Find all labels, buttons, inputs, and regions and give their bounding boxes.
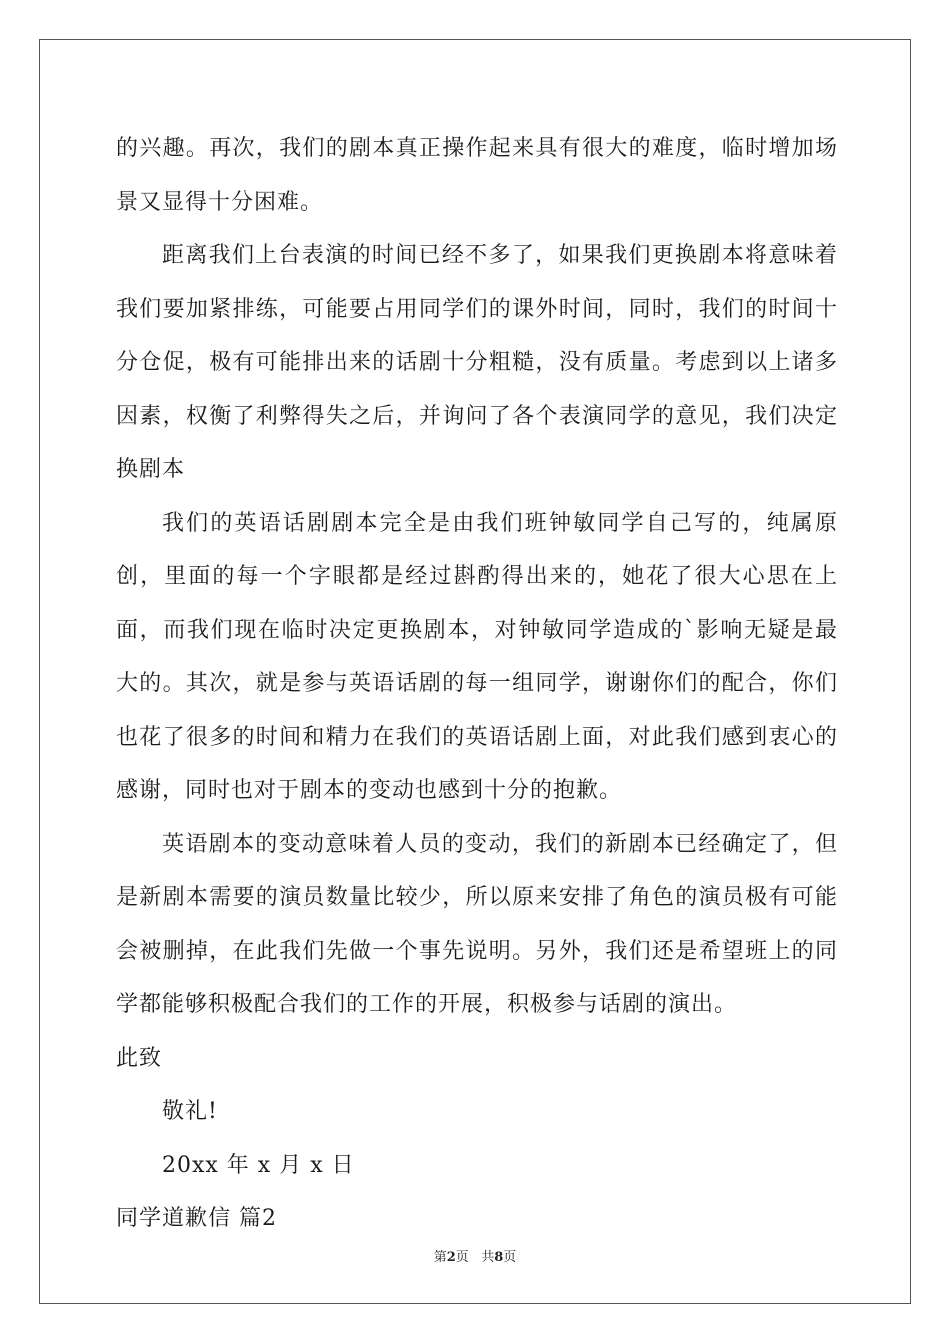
current-page-number: 2 — [446, 1250, 456, 1265]
footer-page-unit: 页 — [455, 1250, 469, 1265]
page-footer — [0, 1246, 950, 1265]
footer-total-unit: 页 — [503, 1250, 517, 1265]
paragraph: 距离我们上台表演的时间已经不多了，如果我们更换剧本将意味着我们要加紧排练，可能要占用同学们的课外时间，同时，我们的时间十分仓促，极有可能排出来的话剧十分粗糙，没有质量。考虑到以上诸多因素，权衡了利弊得失之后，并询问了各个表演同学的意见，我们决定换剧本 — [116, 243, 838, 482]
paragraph: 的兴趣。再次，我们的剧本真正操作起来具有很大的难度，临时增加场景又显得十分困难。 — [116, 136, 838, 215]
paragraph: 英语剧本的变动意味着人员的变动，我们的新剧本已经确定了，但是新剧本需要的演员数量比较少，所以原来安排了角色的演员极有可能会被删掉，在此我们先做一个事先说明。另外，我们还是希望班上的同学都能够积极配合我们的工作的开展，积极参与话剧的演出。 — [116, 831, 838, 1017]
closing-salutation: 此致 — [116, 1045, 163, 1071]
paragraph: 我们的英语话剧剧本完全是由我们班钟敏同学自己写的，纯属原创，里面的每一个字眼都是经过斟酌得出来的，她花了很大心思在上面，而我们现在临时决定更换剧本，对钟敏同学造成的`影响无疑是最大的。其次，就是参与英语话剧的每一组同学，谢谢你们的配合，你们也花了很多的时间和精力在我们的英语话剧上面，对此我们感到衷心的感谢，同时也对于剧本的变动也感到十分的抱歉。 — [116, 510, 838, 803]
total-page-count: 8 — [494, 1250, 504, 1265]
section-heading: 同学道歉信 篇2 — [116, 1206, 277, 1231]
document-body — [116, 122, 838, 1246]
footer-total-prefix: 共 — [481, 1250, 495, 1265]
footer-prefix: 第 — [433, 1250, 447, 1265]
letter-date: 20xx 年 x 月 x 日 — [162, 1152, 355, 1178]
closing-regards: 敬礼! — [162, 1099, 218, 1124]
